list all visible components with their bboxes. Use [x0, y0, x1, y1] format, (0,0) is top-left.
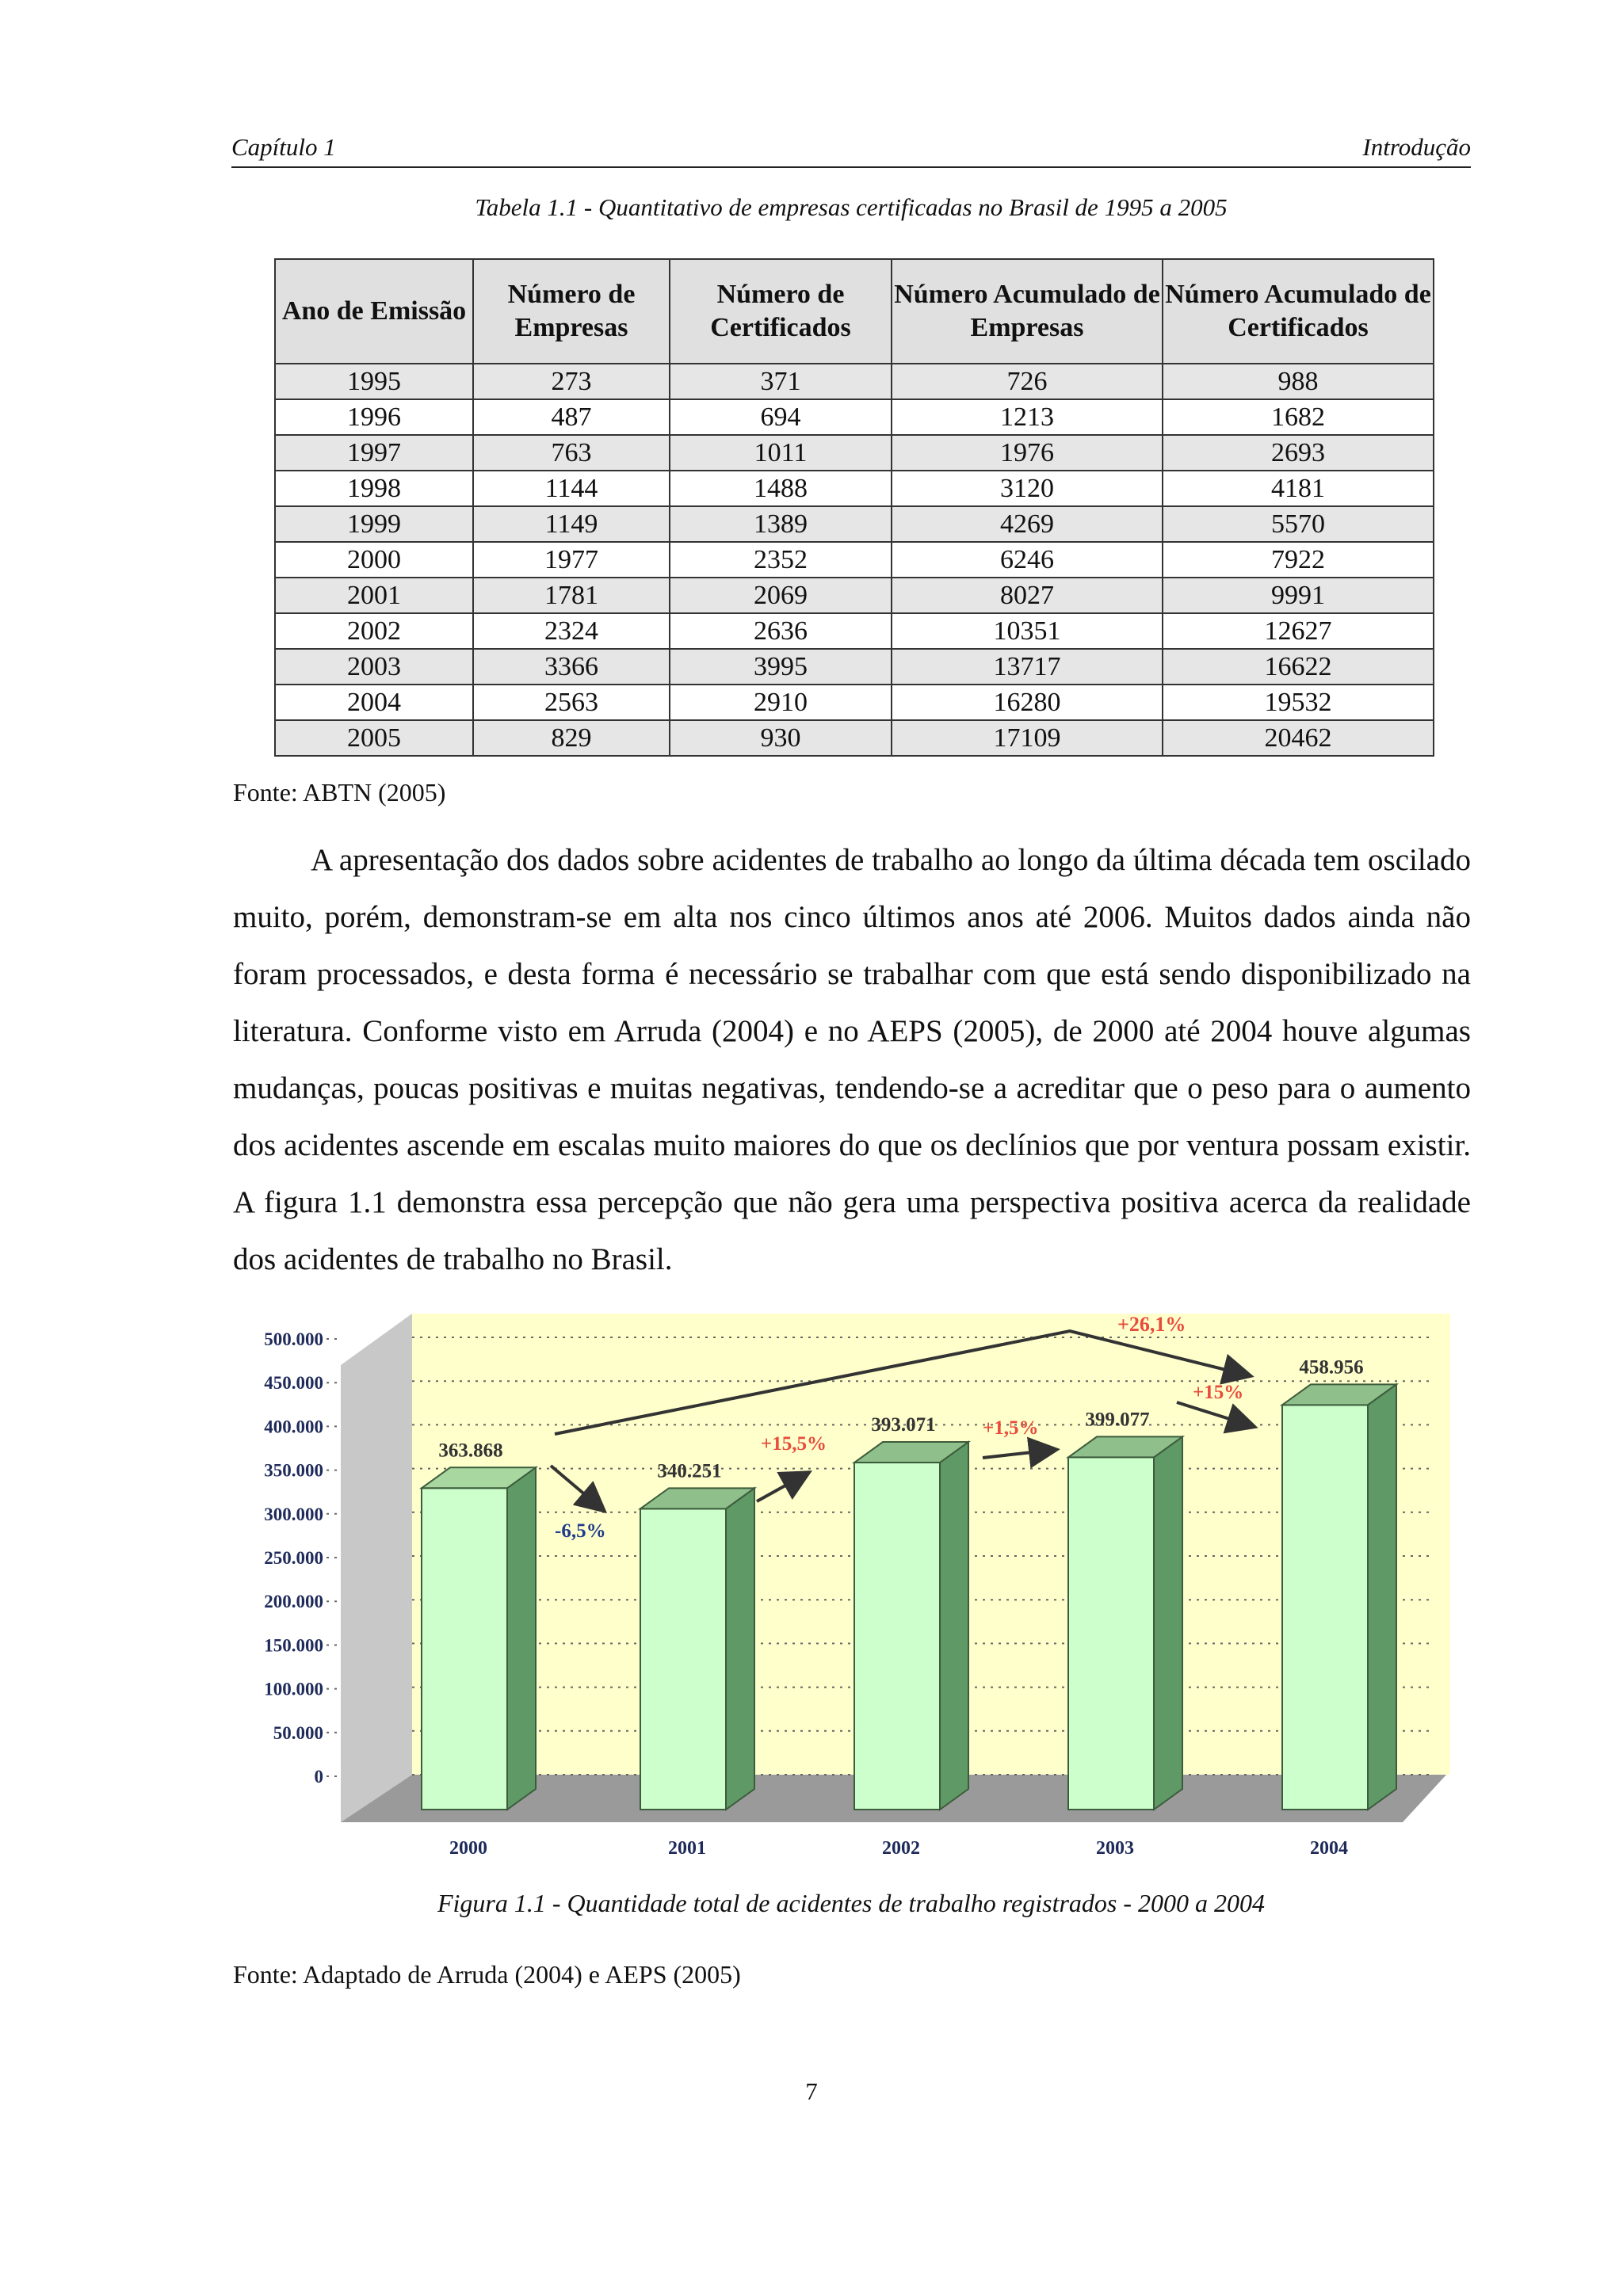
table-cell: 3120	[892, 471, 1163, 506]
change-label: +15%	[1193, 1382, 1244, 1403]
figure-source: Fonte: Adaptado de Arruda (2004) e AEPS (2005)	[233, 1960, 741, 1989]
table-caption: Tabela 1.1 - Quantitativo de empresas certificadas no Brasil de 1995 a 2005	[475, 193, 1228, 221]
table-cell: 12627	[1163, 613, 1434, 649]
table-cell: 1144	[473, 471, 670, 506]
y-tick-label: 350.000	[264, 1460, 323, 1481]
table-cell: 371	[670, 364, 892, 399]
table-cell: 2324	[473, 613, 670, 649]
table-cell: 2563	[473, 685, 670, 720]
table-cell: 3366	[473, 649, 670, 685]
table-cell: 1997	[275, 435, 473, 471]
table-cell: 1996	[275, 399, 473, 435]
table-cell: 8027	[892, 578, 1163, 613]
table-cell: 20462	[1163, 720, 1434, 756]
x-tick-label: 2001	[668, 1838, 706, 1859]
bar-value-label: 363.868	[438, 1440, 503, 1462]
certification-table	[274, 258, 1434, 757]
table-row	[275, 435, 1434, 471]
table-cell: 1149	[473, 506, 670, 542]
bar-value-label: 340.251	[657, 1460, 722, 1482]
table-cell: 4181	[1163, 471, 1434, 506]
bar-side	[1368, 1384, 1396, 1810]
table-cell: 1976	[892, 435, 1163, 471]
total-change-label: +26,1%	[1117, 1313, 1186, 1336]
table-cell: 2693	[1163, 435, 1434, 471]
table-row	[275, 649, 1434, 685]
table-cell: 829	[473, 720, 670, 756]
table-cell: 6246	[892, 542, 1163, 578]
bar-front	[1282, 1405, 1368, 1810]
table-row	[275, 471, 1434, 506]
table-cell: 1781	[473, 578, 670, 613]
y-tick-label: 50.000	[273, 1722, 323, 1743]
change-label: +1,5%	[983, 1417, 1039, 1439]
table-header-row	[275, 259, 1434, 364]
table-row	[275, 506, 1434, 542]
body-paragraph: A apresentação dos dados sobre acidentes de trabalho ao longo da última década tem oscilado muito, porém, demonstram-se em alta nos cinco últimos anos até 2006. Muitos dados ainda não foram processados, e desta forma é necessário se trabalhar com que está sendo disponibilizado na literatura. Conforme visto em Arruda (2004) e no AEPS (2005), de 2000 até 2004 houve algumas mudanças, poucas positivas e muitas negativas, tendendo-se a acreditar que o peso para o aumento dos acidentes ascende em escalas muito maiores do que os declínios que por ventura possam existir. A figura 1.1 demonstra essa percepção que não gera uma perspectiva positiva acerca da realidade dos acidentes de trabalho no Brasil.	[233, 843, 1471, 1276]
table-cell: 1682	[1163, 399, 1434, 435]
table-cell: 9991	[1163, 578, 1434, 613]
table-cell: 13717	[892, 649, 1163, 685]
y-tick-label: 400.000	[264, 1417, 323, 1437]
y-tick-label: 450.000	[264, 1373, 323, 1394]
bar-front	[422, 1488, 507, 1810]
table-cell: 1389	[670, 506, 892, 542]
page-number: 7	[805, 2077, 818, 2105]
bar-side	[940, 1442, 968, 1810]
table-cell: 5570	[1163, 506, 1434, 542]
table-cell: 1213	[892, 399, 1163, 435]
bar-value-label: 458.956	[1299, 1356, 1364, 1379]
y-tick-label: 0	[314, 1767, 323, 1787]
y-tick-label: 250.000	[264, 1548, 323, 1568]
table-source: Fonte: ABTN (2005)	[233, 778, 446, 807]
table-row	[275, 685, 1434, 720]
figure-caption: Figura 1.1 - Quantidade total de acidentes de trabalho registrados - 2000 a 2004	[437, 1889, 1266, 1917]
table-cell: 694	[670, 399, 892, 435]
y-tick-label: 150.000	[264, 1635, 323, 1656]
table-cell: 1011	[670, 435, 892, 471]
table-cell: 2636	[670, 613, 892, 649]
change-label: -6,5%	[555, 1520, 606, 1542]
table-row	[275, 364, 1434, 399]
table-row	[275, 399, 1434, 435]
x-tick-label: 2002	[882, 1838, 920, 1859]
table-cell: 17109	[892, 720, 1163, 756]
table-cell: 4269	[892, 506, 1163, 542]
y-tick-label: 100.000	[264, 1679, 323, 1699]
table-cell: 726	[892, 364, 1163, 399]
bar-value-label: 393.071	[871, 1414, 936, 1436]
chart-left-wall	[341, 1314, 412, 1822]
column-header: Número de Certificados	[670, 259, 892, 364]
table-cell: 3995	[670, 649, 892, 685]
y-tick-label: 300.000	[264, 1504, 323, 1524]
table-cell: 988	[1163, 364, 1434, 399]
table-cell: 2004	[275, 685, 473, 720]
page-header	[231, 130, 1471, 168]
bar-side	[726, 1488, 754, 1810]
table-cell: 763	[473, 435, 670, 471]
x-tick-label: 2003	[1096, 1838, 1134, 1859]
chapter-label: Capítulo 1	[231, 133, 336, 161]
column-header: Número de Empresas	[473, 259, 670, 364]
table-cell: 2069	[670, 578, 892, 613]
x-tick-label: 2000	[449, 1838, 487, 1859]
table-cell: 16280	[892, 685, 1163, 720]
y-tick-label: 200.000	[264, 1592, 323, 1612]
x-tick-label: 2004	[1310, 1838, 1348, 1859]
table-body	[275, 364, 1434, 756]
table-cell: 2001	[275, 578, 473, 613]
table-cell: 2003	[275, 649, 473, 685]
table-cell: 1488	[670, 471, 892, 506]
table-row	[275, 578, 1434, 613]
table-cell: 1998	[275, 471, 473, 506]
table-cell: 930	[670, 720, 892, 756]
bar-side	[1154, 1436, 1182, 1810]
bar-front	[854, 1463, 940, 1810]
table-cell: 2000	[275, 542, 473, 578]
accidents-bar-chart	[238, 1299, 1474, 1870]
table-cell: 10351	[892, 613, 1163, 649]
table-cell: 2910	[670, 685, 892, 720]
table-cell: 2352	[670, 542, 892, 578]
bar-side	[507, 1467, 536, 1810]
change-label: +15,5%	[761, 1433, 827, 1455]
table-row	[275, 542, 1434, 578]
table-cell: 2002	[275, 613, 473, 649]
table-cell: 16622	[1163, 649, 1434, 685]
table-row	[275, 720, 1434, 756]
column-header: Número Acumulado de Certificados	[1163, 259, 1434, 364]
table-cell: 19532	[1163, 685, 1434, 720]
table-cell: 7922	[1163, 542, 1434, 578]
bar-value-label: 399.077	[1085, 1409, 1150, 1431]
table-cell: 1995	[275, 364, 473, 399]
table-cell: 487	[473, 399, 670, 435]
table-row	[275, 613, 1434, 649]
table-cell: 2005	[275, 720, 473, 756]
column-header: Ano de Emissão	[275, 259, 473, 364]
y-tick-label: 500.000	[264, 1329, 323, 1349]
section-label: Introdução	[1362, 133, 1471, 161]
table-cell: 1977	[473, 542, 670, 578]
column-header: Número Acumulado de Empresas	[892, 259, 1163, 364]
bar-front	[640, 1508, 726, 1810]
table-cell: 1999	[275, 506, 473, 542]
bar-front	[1068, 1457, 1154, 1810]
table-cell: 273	[473, 364, 670, 399]
